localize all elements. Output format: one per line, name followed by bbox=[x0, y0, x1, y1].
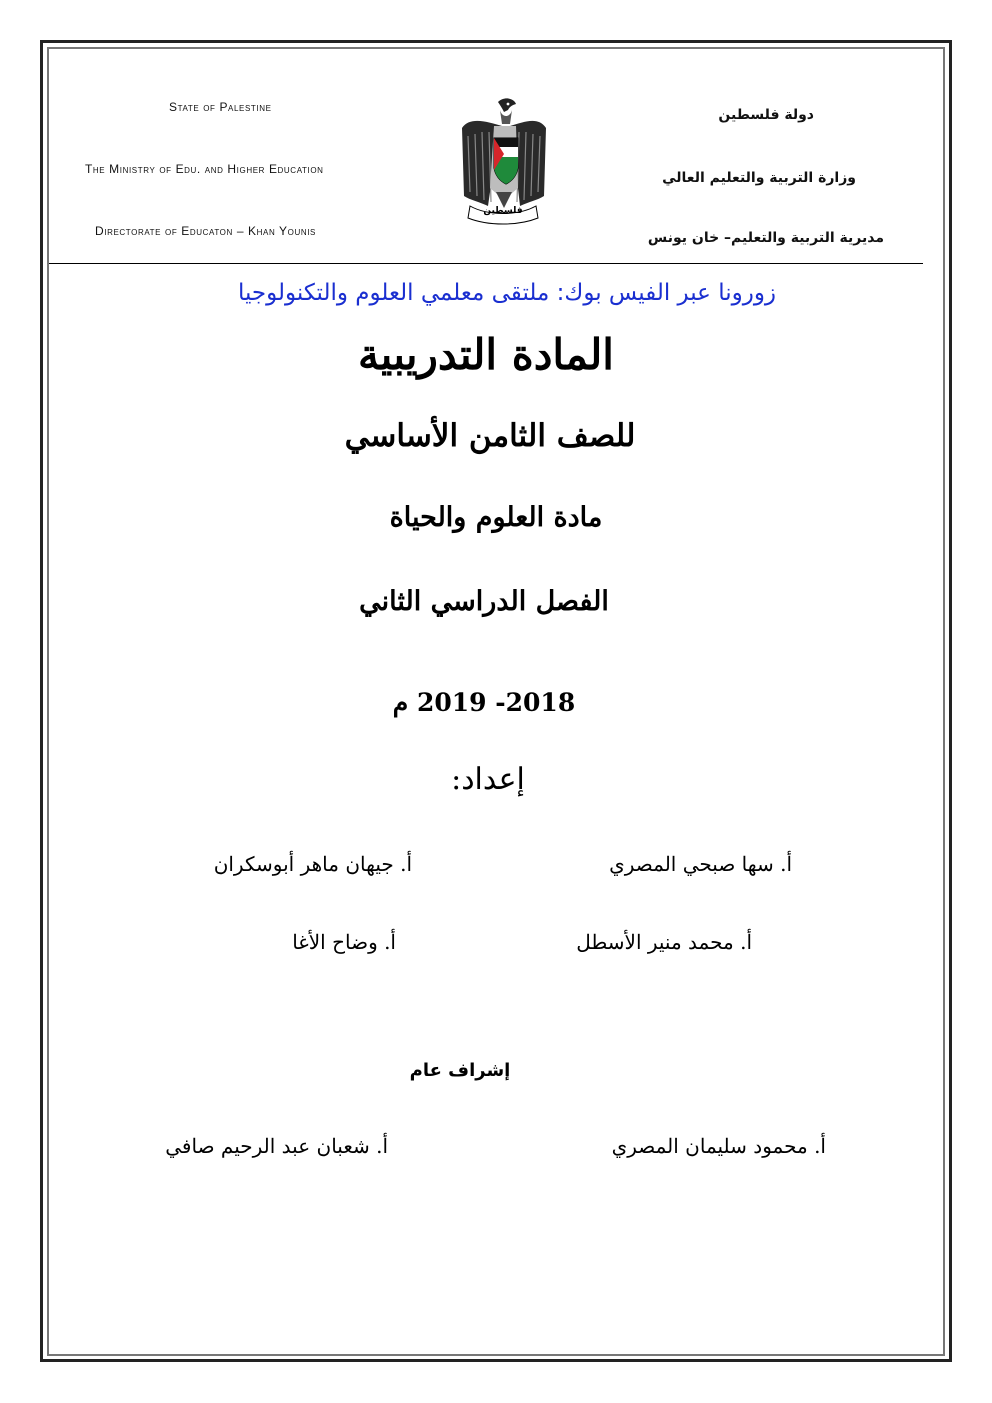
supervisor-name: أ. شعبان عبد الرحيم صافي bbox=[165, 1134, 388, 1158]
author-name: أ. وضاح الأغا bbox=[292, 930, 396, 954]
author-name: أ. سها صبحي المصري bbox=[609, 852, 792, 876]
prepared-by-label: إعداد: bbox=[451, 762, 525, 797]
supervisor-name: أ. محمود سليمان المصري bbox=[611, 1134, 826, 1158]
facebook-link[interactable]: زورونا عبر الفيس بوك: ملتقى معلمي العلوم والتكنولوجيا bbox=[237, 280, 777, 306]
grade-heading: للصف الثامن الأساسي bbox=[344, 418, 636, 454]
header-state-en: State of Palestine bbox=[169, 100, 272, 114]
header-state-ar: دولة فلسطين bbox=[718, 107, 814, 123]
header-directorate-en: Directorate of Educaton – Khan Younis bbox=[95, 224, 316, 238]
semester-heading: الفصل الدراسي الثاني bbox=[359, 586, 609, 617]
supervision-label: إشراف عام bbox=[409, 1060, 511, 1081]
author-name: أ. محمد منير الأسطل bbox=[576, 930, 752, 954]
subject-heading: مادة العلوم والحياة bbox=[389, 502, 603, 533]
header-ministry-ar: وزارة التربية والتعليم العالي bbox=[662, 170, 856, 186]
document-title: المادة التدريبية bbox=[358, 330, 614, 379]
academic-year: 2018- 2019 م bbox=[392, 688, 576, 717]
palestine-eagle-emblem-icon bbox=[458, 96, 548, 228]
header-directorate-ar: مديرية التربية والتعليم– خان يونس bbox=[647, 230, 884, 246]
emblem-label: فلسطين bbox=[483, 206, 523, 216]
header-ministry-en: The Ministry of Edu. and Higher Education bbox=[85, 162, 324, 176]
author-name: أ. جيهان ماهر أبوسكران bbox=[213, 852, 412, 876]
header-divider bbox=[49, 263, 923, 264]
